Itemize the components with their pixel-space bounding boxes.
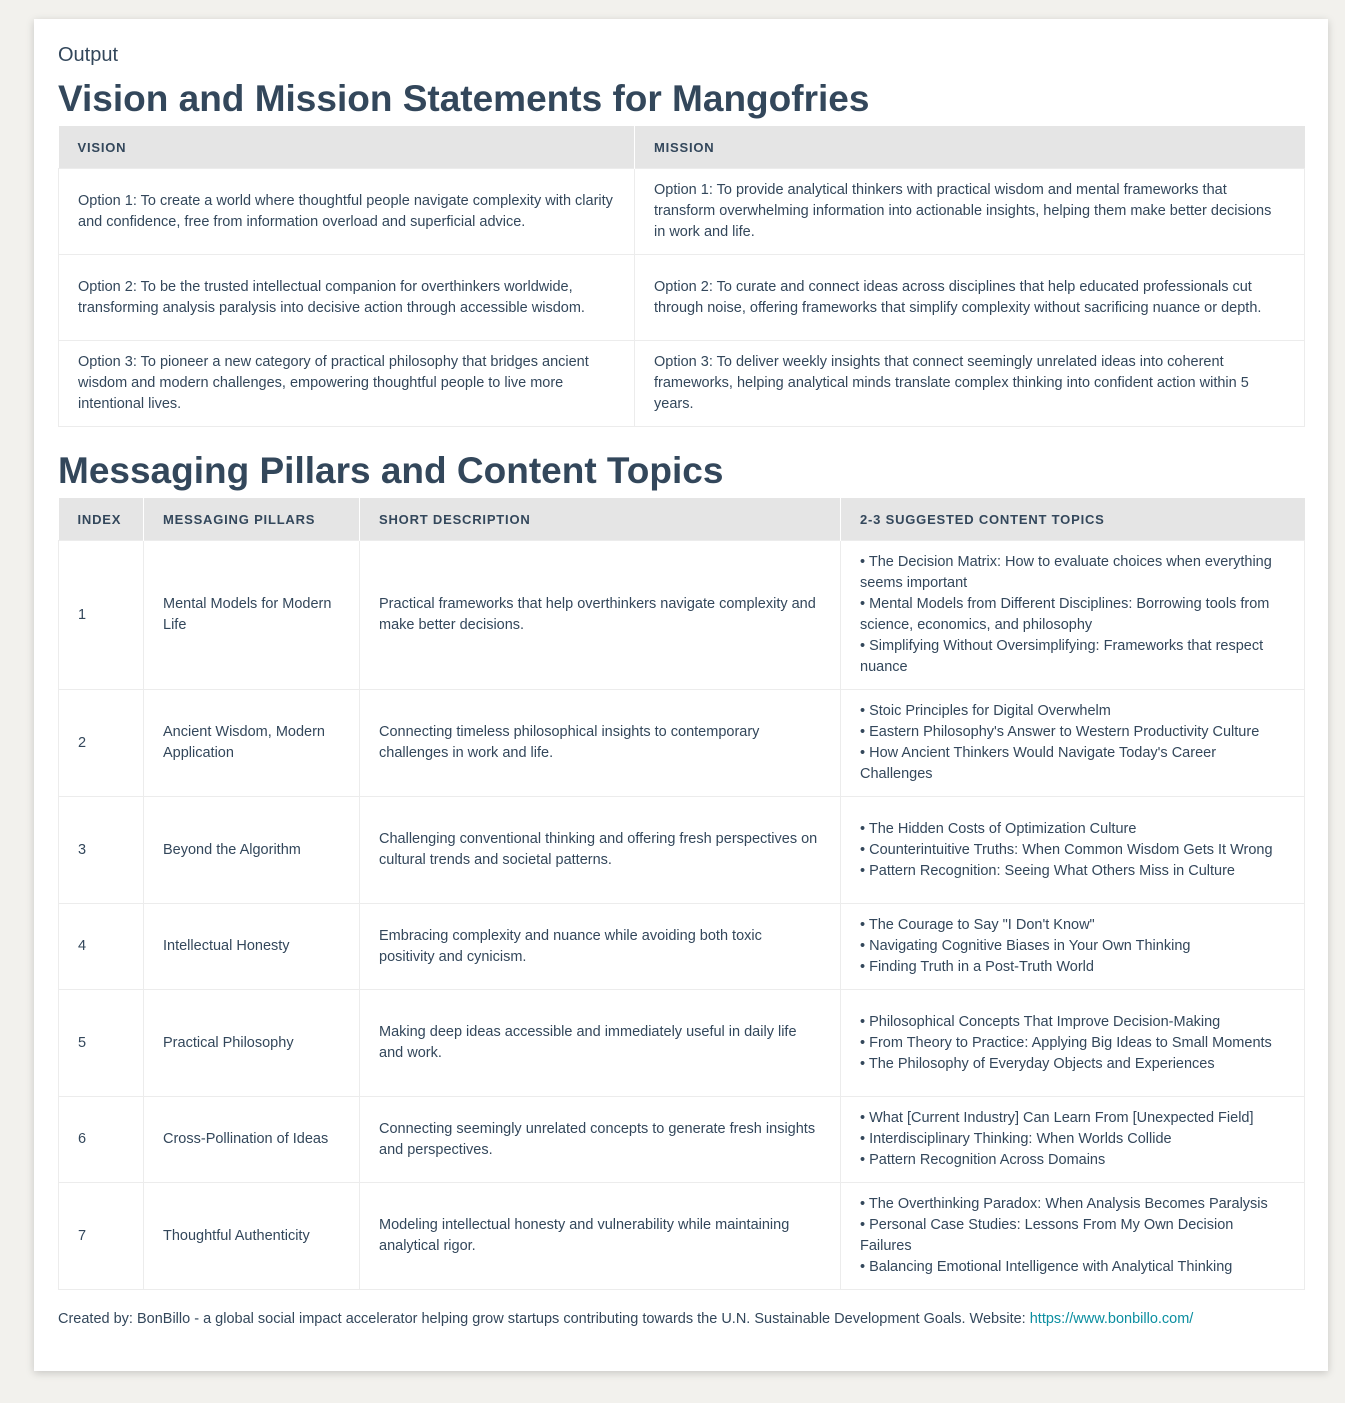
description-cell: Modeling intellectual honesty and vulnerability while maintaining analytical rigor. [360, 1183, 841, 1290]
pillar-header: MESSAGING PILLARS [144, 498, 360, 541]
table-row [59, 255, 1305, 341]
topic-item: • Stoic Principles for Digital Overwhelm [860, 703, 1111, 719]
description-cell: Practical frameworks that help overthinkers navigate complexity and make better decisions. [360, 541, 841, 690]
topics-cell [841, 690, 1305, 797]
pillars-title: Messaging Pillars and Content Topics [58, 450, 724, 491]
vision-mission-table [58, 126, 1305, 427]
topics-cell [841, 1097, 1305, 1183]
topic-item: • Eastern Philosophy's Answer to Western Productivity Culture [860, 724, 1260, 740]
topic-item: • What [Current Industry] Can Learn From [Unexpected Field] [860, 1110, 1254, 1126]
footer-text: Created by: BonBillo - a global social impact accelerator helping grow startups contributing towards the U.N. Sustainable Development Goals. Website: [58, 1311, 1030, 1327]
topic-item: • How Ancient Thinkers Would Navigate Today's Career Challenges [860, 745, 1217, 782]
pillars-table [58, 498, 1305, 1290]
topic-item: • The Decision Matrix: How to evaluate choices when everything seems important [860, 554, 1272, 591]
topic-item: • Navigating Cognitive Biases in Your Own Thinking [860, 938, 1191, 954]
topic-item: • Balancing Emotional Intelligence with Analytical Thinking [860, 1259, 1233, 1275]
mission-cell: Option 2: To curate and connect ideas across disciplines that help educated professionals cut through noise, offering frameworks that simplify complexity without sacrificing nuance or depth. [635, 255, 1305, 341]
topic-item: • Mental Models from Different Disciplines: Borrowing tools from science, economics, and philosophy [860, 596, 1270, 633]
pillar-cell: Mental Models for Modern Life [144, 541, 360, 690]
website-link[interactable]: https://www.bonbillo.com/ [1029, 1311, 1194, 1327]
topic-item: • The Courage to Say "I Don't Know" [860, 917, 1095, 933]
topics-cell [841, 990, 1305, 1097]
vision-header: VISION [59, 126, 635, 169]
index-cell: 1 [59, 541, 144, 690]
mission-cell: Option 3: To deliver weekly insights that connect seemingly unrelated ideas into coherent frameworks, helping analytical minds translate complex thinking into confident action within 5 years. [635, 341, 1305, 427]
table-row [59, 797, 1305, 904]
topic-item: • Simplifying Without Oversimplifying: Frameworks that respect nuance [860, 638, 1264, 675]
description-cell: Making deep ideas accessible and immediately useful in daily life and work. [360, 990, 841, 1097]
topic-item: • Finding Truth in a Post-Truth World [860, 959, 1094, 975]
description-cell: Connecting seemingly unrelated concepts to generate fresh insights and perspectives. [360, 1097, 841, 1183]
index-header: INDEX [59, 498, 144, 541]
description-cell: Connecting timeless philosophical insights to contemporary challenges in work and life. [360, 690, 841, 797]
topic-item: • Pattern Recognition: Seeing What Others Miss in Culture [860, 862, 1235, 879]
topic-item: • The Philosophy of Everyday Objects and Experiences [860, 1055, 1215, 1072]
topic-item: • Philosophical Concepts That Improve Decision-Making [860, 1013, 1221, 1030]
pillar-cell: Beyond the Algorithm [144, 797, 360, 904]
mission-header: MISSION [635, 126, 1305, 169]
index-cell: 5 [59, 990, 144, 1097]
vision-mission-title: Vision and Mission Statements for Mangofries [58, 78, 870, 119]
description-cell: Embracing complexity and nuance while avoiding both toxic positivity and cynicism. [360, 904, 841, 990]
footer-credit [58, 1311, 1193, 1327]
topic-item: • Counterintuitive Truths: When Common Wisdom Gets It Wrong [860, 841, 1273, 858]
mission-cell: Option 1: To provide analytical thinkers with practical wisdom and mental frameworks that transform overwhelming information into actionable insights, helping them make better decisions in work and life. [635, 169, 1305, 255]
topic-item: • Pattern Recognition Across Domains [860, 1152, 1106, 1168]
table-row [59, 1183, 1305, 1290]
table-row [59, 990, 1305, 1097]
table-header-row [59, 126, 1305, 169]
description-header: SHORT DESCRIPTION [360, 498, 841, 541]
vision-cell: Option 3: To pioneer a new category of practical philosophy that bridges ancient wisdom and modern challenges, empowering thoughtful people to live more intentional lives. [59, 341, 635, 427]
topic-item: • Personal Case Studies: Lessons From My Own Decision Failures [860, 1217, 1234, 1254]
topics-cell [841, 797, 1305, 904]
pillar-cell: Ancient Wisdom, Modern Application [144, 690, 360, 797]
index-cell: 4 [59, 904, 144, 990]
index-cell: 6 [59, 1097, 144, 1183]
index-cell: 2 [59, 690, 144, 797]
topic-item: • Interdisciplinary Thinking: When Worlds Collide [860, 1131, 1172, 1147]
index-cell: 7 [59, 1183, 144, 1290]
table-row [59, 169, 1305, 255]
topics-cell [841, 904, 1305, 990]
pillar-cell: Cross-Pollination of Ideas [144, 1097, 360, 1183]
table-row [59, 690, 1305, 797]
output-card [34, 19, 1328, 1371]
table-header-row [59, 498, 1305, 541]
output-label: Output [58, 44, 119, 66]
pillar-cell: Practical Philosophy [144, 990, 360, 1097]
topics-cell [841, 1183, 1305, 1290]
table-row [59, 541, 1305, 690]
topics-header: 2-3 SUGGESTED CONTENT TOPICS [841, 498, 1305, 541]
description-cell: Challenging conventional thinking and offering fresh perspectives on cultural trends and societal patterns. [360, 797, 841, 904]
vision-cell: Option 2: To be the trusted intellectual companion for overthinkers worldwide, transforming analysis paralysis into decisive action through accessible wisdom. [59, 255, 635, 341]
pillar-cell: Intellectual Honesty [144, 904, 360, 990]
vision-cell: Option 1: To create a world where thoughtful people navigate complexity with clarity and confidence, free from information overload and superficial advice. [59, 169, 635, 255]
topic-item: • From Theory to Practice: Applying Big Ideas to Small Moments [860, 1034, 1272, 1051]
topic-item: • The Overthinking Paradox: When Analysis Becomes Paralysis [860, 1196, 1268, 1212]
index-cell: 3 [59, 797, 144, 904]
table-row [59, 904, 1305, 990]
pillar-cell: Thoughtful Authenticity [144, 1183, 360, 1290]
table-row [59, 1097, 1305, 1183]
topics-cell [841, 541, 1305, 690]
topic-item: • The Hidden Costs of Optimization Culture [860, 820, 1137, 837]
table-row [59, 341, 1305, 427]
